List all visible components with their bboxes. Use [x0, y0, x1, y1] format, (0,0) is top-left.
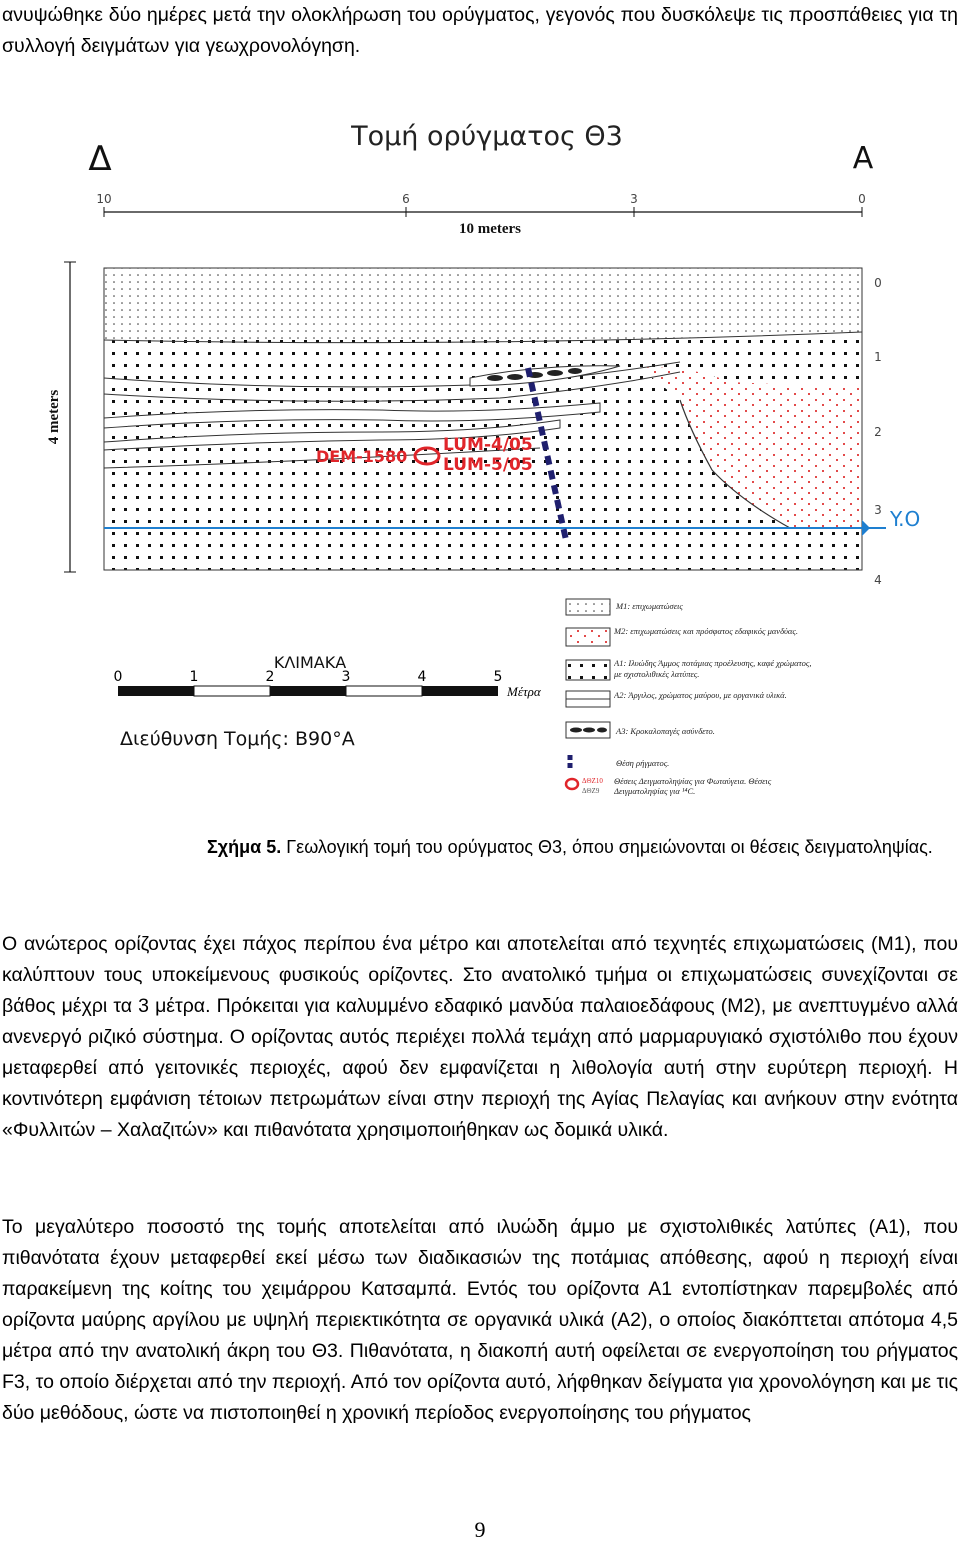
top-scale-label: 10 meters — [458, 221, 522, 237]
water-table-icon — [862, 520, 870, 536]
sample-label-lum4: LUM-4/05 — [443, 435, 533, 455]
legend-swatch-a1 — [566, 660, 610, 680]
figure-title: Τομή ορύγματος Θ3 — [351, 121, 623, 152]
east-direction-label: Α — [852, 141, 874, 176]
scale-bar — [118, 686, 498, 696]
depth-tick: 1 — [874, 350, 882, 364]
legend-item: A1: Ιλυώδης Άμμος ποτάμιας προέλευσης, καφέ χρώματος, με σχιστολιθικές λατύπες. — [614, 658, 812, 679]
trench-cross-section-figure — [0, 105, 960, 805]
top-scale-tick: 6 — [402, 192, 410, 206]
scale-bar-tick: 4 — [417, 669, 427, 685]
depth-tick: 4 — [874, 573, 882, 587]
legend-item: A3: Κροκαλοπαγές ασύνδετο. — [616, 726, 715, 736]
west-direction-label: Δ — [88, 139, 112, 179]
scale-bar-unit: Μέτρα — [507, 684, 541, 699]
legend-swatch-m1 — [566, 599, 610, 615]
depth-tick: 0 — [874, 276, 882, 290]
scale-bar-tick: 2 — [265, 669, 275, 685]
scale-bar-tick: 3 — [341, 669, 351, 685]
sample-legend-icon — [566, 779, 578, 789]
figure-caption — [207, 834, 933, 860]
legend-item: M1: επιχωματώσεις — [616, 601, 683, 611]
body-paragraph-2: Το μεγαλύτερο ποσοστό της τομής αποτελείται από ιλυώδη άμμο με σχιστολιθικές λατύπες (Α1), που πιθανότατα έχουν μεταφερθεί εκεί μέσω των διαδικασιών της ποτάμιας απόθεσης, αφού η περιοχή είναι παρακείμενη της κοίτης του χειμάρρου Κατσαμπά. Εντός του ορίζοντα Α1 εντοπίστηκαν παρεμβολές από ορίζοντα μαύρης αργίλου με υψηλή περιεκτικότητα σε οργανικά υλικά (Α2), ο οποίος διακόπτεται απότομα 4,5 μέτρα από την ανατολική άκρη του Θ3. Πιθανότατα, η διακοπή αυτή οφείλεται σε ενεργοποίηση του ρήγματος F3, το οποίο διέρχεται από την περιοχή. Από τον ορίζοντα αυτό, λήφθηκαν δείγματα για χρονολόγηση και με τις δύο μεθόδους, ώστε να πιστοποιηθεί η χρονική περίοδος ενεργοποίησης του ρήγματος — [2, 1216, 958, 1424]
intro-paragraph: ανυψώθηκε δύο ημέρες μετά την ολοκλήρωση του ορύγματος, γεγονός που δυσκόλεψε τις προσπάθειες για τη συλλογή δειγμάτων για γεωχρονολόγηση. — [2, 4, 958, 57]
legend — [566, 599, 814, 802]
sample-label-lum5: LUM-5/05 — [443, 455, 533, 475]
depth-tick: 2 — [874, 425, 882, 439]
section-direction-text: Διεύθυνση Τομής: Β90°Α — [120, 728, 355, 750]
scale-bar-tick: 0 — [113, 669, 123, 685]
legend-sample-code: ΔΘΖ10 — [582, 777, 603, 785]
caption-label: Σχήμα 5. — [207, 837, 282, 857]
section-body — [104, 268, 862, 570]
top-scale-tick: 0 — [858, 192, 866, 206]
legend-item: Θέση ρήγματος. — [616, 758, 670, 768]
top-scale-tick: 10 — [96, 192, 112, 206]
depth-scale-label: 4 meters — [46, 389, 62, 445]
caption-text: Γεωλογική τομή του ορύγματος Θ3, όπου σημειώνονται οι θέσεις δειγματοληψίας. — [281, 837, 933, 857]
legend-item: M2: επιχωματώσεις και πρόσφατος εδαφικός μανδύας. — [614, 626, 798, 636]
legend-item: Θέσεις Δειγματοληψίας για Φωταύγεια. Θέσεις Δειγματοληψίας για ¹⁴C. — [614, 776, 772, 796]
page-number: 9 — [474, 1517, 486, 1542]
legend-swatch-m2 — [566, 628, 610, 646]
body-paragraph-1: Ο ανώτερος ορίζοντας έχει πάχος περίπου ένα μέτρο και αποτελείται από τεχνητές επιχωματώσεις (Μ1), που καλύπτουν τους υποκείμενους φυσικούς ορίζοντες. Στο ανατολικό τμήμα οι επιχωματώσεις συνεχίζονται σε βάθος μέχρι τα 3 μέτρα. Πρόκειται για καλυμμένο εδαφικό μανδύα παλαιοεδάφους (Μ2), με ανεπτυγμένο αλλά ανενεργό ριζικό σύστημα. Ο ορίζοντας αυτός περιέχει πολλά τεμάχη από μαρμαρυγιακό σχιστόλιθο που έχουν μεταφερθεί από γειτονικές περιοχές, αφού δεν εμφανίζεται η λιθολογία αυτή στην ευρύτερη περιοχή. Η κοντινότερη εμφάνιση τέτοιων πετρωμάτων είναι στην περιοχή της Αγίας Πελαγίας και ανήκουν στην ενότητα «Φυλλιτών – Χαλαζιτών» και πιθανότατα χρησιμοποιήθηκαν ως δομικά υλικά. — [2, 933, 958, 1141]
depth-tick: 3 — [874, 503, 882, 517]
top-scale-tick: 3 — [630, 192, 638, 206]
water-table-label: Y.O — [890, 507, 921, 531]
scale-bar-tick: 5 — [493, 669, 503, 685]
scale-bar-title: ΚΛΙΜΑΚΑ — [273, 653, 347, 672]
legend-sample-code: ΔΘΖ9 — [582, 787, 600, 795]
sample-label-dem: DEM-1580 — [316, 447, 408, 466]
legend-item: A2: Άργιλος, χρώματος μαύρου, με οργανικά υλικά. — [614, 690, 787, 700]
scale-bar-tick: 1 — [189, 669, 199, 685]
